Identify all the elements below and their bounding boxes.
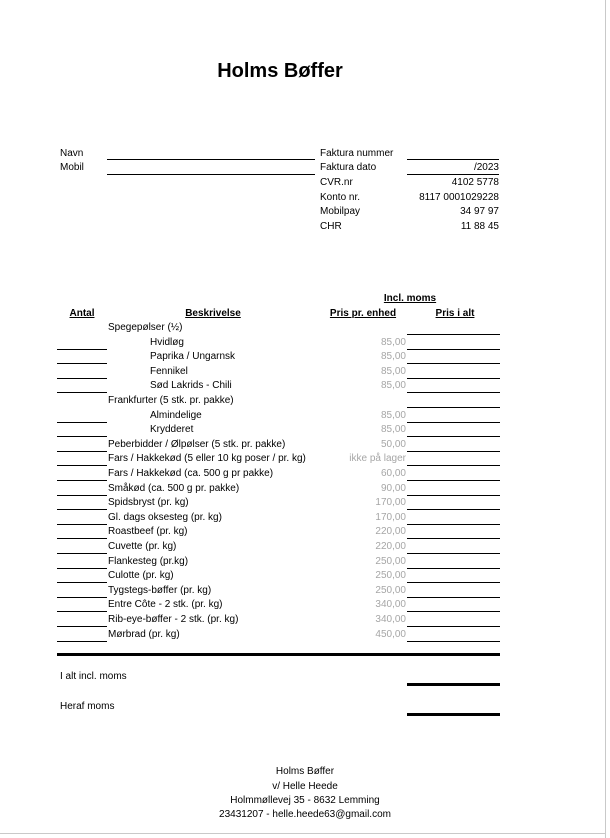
qty-input-line[interactable]: [57, 641, 107, 642]
mobile-label: Mobil: [60, 162, 84, 173]
table-row: [0, 422, 606, 437]
row-description: Hvidløg: [150, 336, 184, 348]
table-row: [0, 583, 606, 598]
invoice-date-label: Faktura dato: [320, 162, 377, 173]
row-unit-price: 60,00: [380, 468, 406, 479]
table-row: [0, 364, 606, 379]
page-edge-bottom: [0, 833, 606, 834]
table-row: [0, 408, 606, 423]
row-unit-price: 250,00: [375, 584, 406, 596]
table-row: [0, 320, 606, 335]
row-description: Almindelige: [150, 409, 202, 421]
row-description: Frankfurter (5 stk. pr. pakke): [108, 395, 234, 406]
footer-company: Holms Bøffer: [275, 766, 335, 777]
row-description: Peberbidder / Ølpølser (5 stk. pr. pakke): [108, 438, 286, 450]
table-row: [0, 349, 606, 364]
invoice-date-line: [407, 174, 499, 175]
row-unit-price: 340,00: [375, 614, 406, 625]
row-unit-price: 85,00: [380, 336, 406, 348]
row-description: Tygstegs-bøffer (pr. kg): [108, 584, 212, 596]
account-label: Konto nr.: [320, 192, 361, 203]
row-unit-price: 85,00: [380, 424, 406, 436]
invoice-number-label: Faktura nummer: [320, 148, 394, 159]
mobile-field-line[interactable]: [107, 174, 315, 175]
row-description: Fennikel: [150, 365, 188, 377]
name-field-line[interactable]: [107, 159, 315, 160]
mobilepay-value: 34 97 97: [460, 206, 499, 217]
table-row: [0, 627, 606, 642]
table-row: [0, 481, 606, 496]
row-unit-price: 340,00: [375, 599, 406, 611]
table-row: [0, 466, 606, 481]
footer-owner: v/ Helle Heede: [272, 781, 338, 792]
table-row: [0, 495, 606, 510]
row-description: Spegepølser (½): [108, 322, 183, 333]
row-unit-price: 220,00: [375, 541, 406, 552]
description-column-header: Beskrivelse: [185, 308, 241, 319]
row-description: Rib-eye-bøffer - 2 stk. (pr. kg): [108, 614, 239, 625]
table-row: [0, 510, 606, 525]
unit-price-column-header: Pris pr. enhed: [329, 308, 397, 319]
vat-value-line[interactable]: [407, 713, 500, 716]
table-row: [0, 451, 606, 466]
table-row: [0, 393, 606, 408]
row-description: Spidsbryst (pr. kg): [108, 497, 189, 509]
row-unit-price: 85,00: [380, 365, 406, 377]
row-description: Roastbeef (pr. kg): [108, 526, 188, 538]
invoice-date-value: /2023: [473, 162, 499, 173]
vat-label: Heraf moms: [60, 701, 115, 712]
total-column-header: Pris i alt: [435, 308, 475, 319]
footer-contact: 23431207 - helle.heede63@gmail.com: [219, 809, 391, 820]
row-description: Sød Lakrids - Chili: [150, 380, 232, 392]
row-description: Gl. dags oksesteg (pr. kg): [108, 511, 222, 523]
row-description: Fars / Hakkekød (5 eller 10 kg poser / pr. kg): [108, 453, 306, 465]
row-unit-price: 170,00: [375, 497, 406, 509]
row-unit-price: 250,00: [375, 570, 406, 582]
footer-address: Holmmøllevej 35 - 8632 Lemming: [230, 795, 380, 806]
chr-label: CHR: [320, 221, 342, 232]
total-label: I alt incl. moms: [60, 671, 127, 682]
row-unit-price: 170,00: [375, 511, 406, 523]
table-row: [0, 378, 606, 393]
row-unit-price: 50,00: [380, 438, 406, 450]
chr-value: 11 88 45: [460, 221, 499, 232]
table-row: [0, 539, 606, 554]
row-description: Entre Côte - 2 stk. (pr. kg): [108, 599, 223, 611]
row-unit-price: ikke på lager: [349, 453, 406, 465]
incl-moms-header: Incl. moms: [383, 293, 437, 304]
table-row: [0, 335, 606, 350]
row-unit-price: 450,00: [375, 628, 406, 640]
row-unit-price: 85,00: [380, 409, 406, 421]
row-unit-price: 250,00: [375, 555, 406, 567]
name-label: Navn: [60, 148, 84, 159]
row-description: Paprika / Ungarnsk: [150, 351, 236, 363]
table-row: [0, 437, 606, 452]
account-value: 8117 0001029228: [419, 192, 499, 203]
table-row: [0, 524, 606, 539]
row-description: Cuvette (pr. kg): [108, 541, 177, 552]
table-row: [0, 568, 606, 583]
table-bottom-rule: [57, 653, 500, 656]
mobilepay-label: Mobilpay: [320, 206, 361, 217]
row-description: Culotte (pr. kg): [108, 570, 174, 582]
row-total-line: [407, 641, 500, 642]
cvr-label: CVR.nr: [320, 177, 353, 188]
cvr-value: 4102 5778: [451, 177, 499, 188]
row-description: Småkød (ca. 500 g pr. pakke): [108, 482, 240, 494]
table-row: [0, 554, 606, 569]
row-description: Flankesteg (pr.kg): [108, 555, 189, 567]
row-description: Krydderet: [150, 424, 194, 436]
invoice-number-line[interactable]: [407, 159, 499, 160]
qty-column-header: Antal: [69, 308, 95, 319]
row-description: Fars / Hakkekød (ca. 500 g pr pakke): [108, 468, 274, 479]
row-unit-price: 85,00: [380, 380, 406, 392]
row-unit-price: 90,00: [380, 482, 406, 494]
invoice-title: Holms Bøffer: [217, 60, 343, 82]
row-unit-price: 220,00: [375, 526, 406, 538]
total-value-line[interactable]: [407, 683, 500, 686]
row-unit-price: 85,00: [380, 351, 406, 363]
row-description: Mørbrad (pr. kg): [108, 628, 180, 640]
table-row: [0, 612, 606, 627]
table-row: [0, 597, 606, 612]
